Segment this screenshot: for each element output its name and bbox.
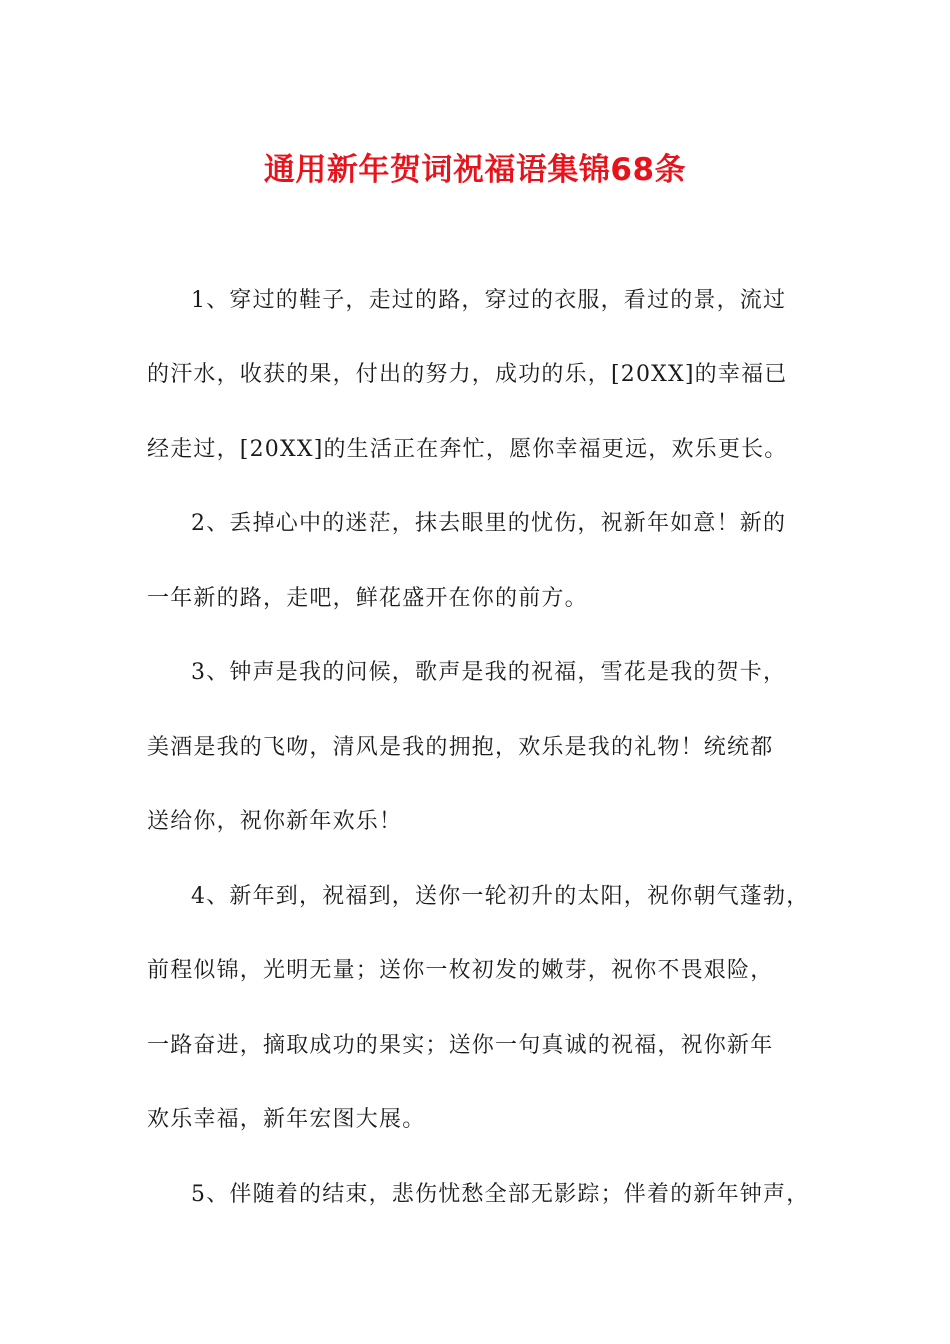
paragraph-4-line-1: 4、新年到，祝福到，送你一轮初升的太阳，祝你朝气蓬勃， <box>191 884 810 909</box>
paragraph-2-line-1: 2、丢掉心中的迷茫，抹去眼里的忧伤，祝新年如意！新的 <box>191 511 787 536</box>
paragraph-3-line-3: 送给你，祝你新年欢乐！ <box>147 809 403 834</box>
paragraph-3-line-1: 3、钟声是我的问候，歌声是我的祝福，雪花是我的贺卡， <box>191 660 787 685</box>
paragraph-4-line-3: 一路奋进，摘取成功的果实；送你一句真诚的祝福，祝你新年 <box>147 1033 774 1058</box>
paragraph-5-line-1: 5、伴随着的结束，悲伤忧愁全部无影踪；伴着的新年钟声， <box>191 1182 810 1207</box>
paragraph-4-line-4: 欢乐幸福，新年宏图大展。 <box>147 1107 426 1132</box>
paragraph-3-line-2: 美酒是我的飞吻，清风是我的拥抱，欢乐是我的礼物！统统都 <box>147 735 774 760</box>
paragraph-1-line-3: 经走过，[20XX]的生活正在奔忙，愿你幸福更远，欢乐更长。 <box>147 437 788 462</box>
document-title: 通用新年贺词祝福语集锦68条 <box>263 152 687 188</box>
paragraph-1-line-2: 的汗水，收获的果，付出的努力，成功的乐，[20XX]的幸福已 <box>147 362 788 387</box>
paragraph-2-line-2: 一年新的路，走吧，鲜花盛开在你的前方。 <box>147 586 588 611</box>
paragraph-1-line-1: 1、穿过的鞋子，走过的路，穿过的衣服，看过的景，流过 <box>191 288 787 313</box>
paragraph-4-line-2: 前程似锦，光明无量；送你一枚初发的嫩芽，祝你不畏艰险， <box>147 958 774 983</box>
